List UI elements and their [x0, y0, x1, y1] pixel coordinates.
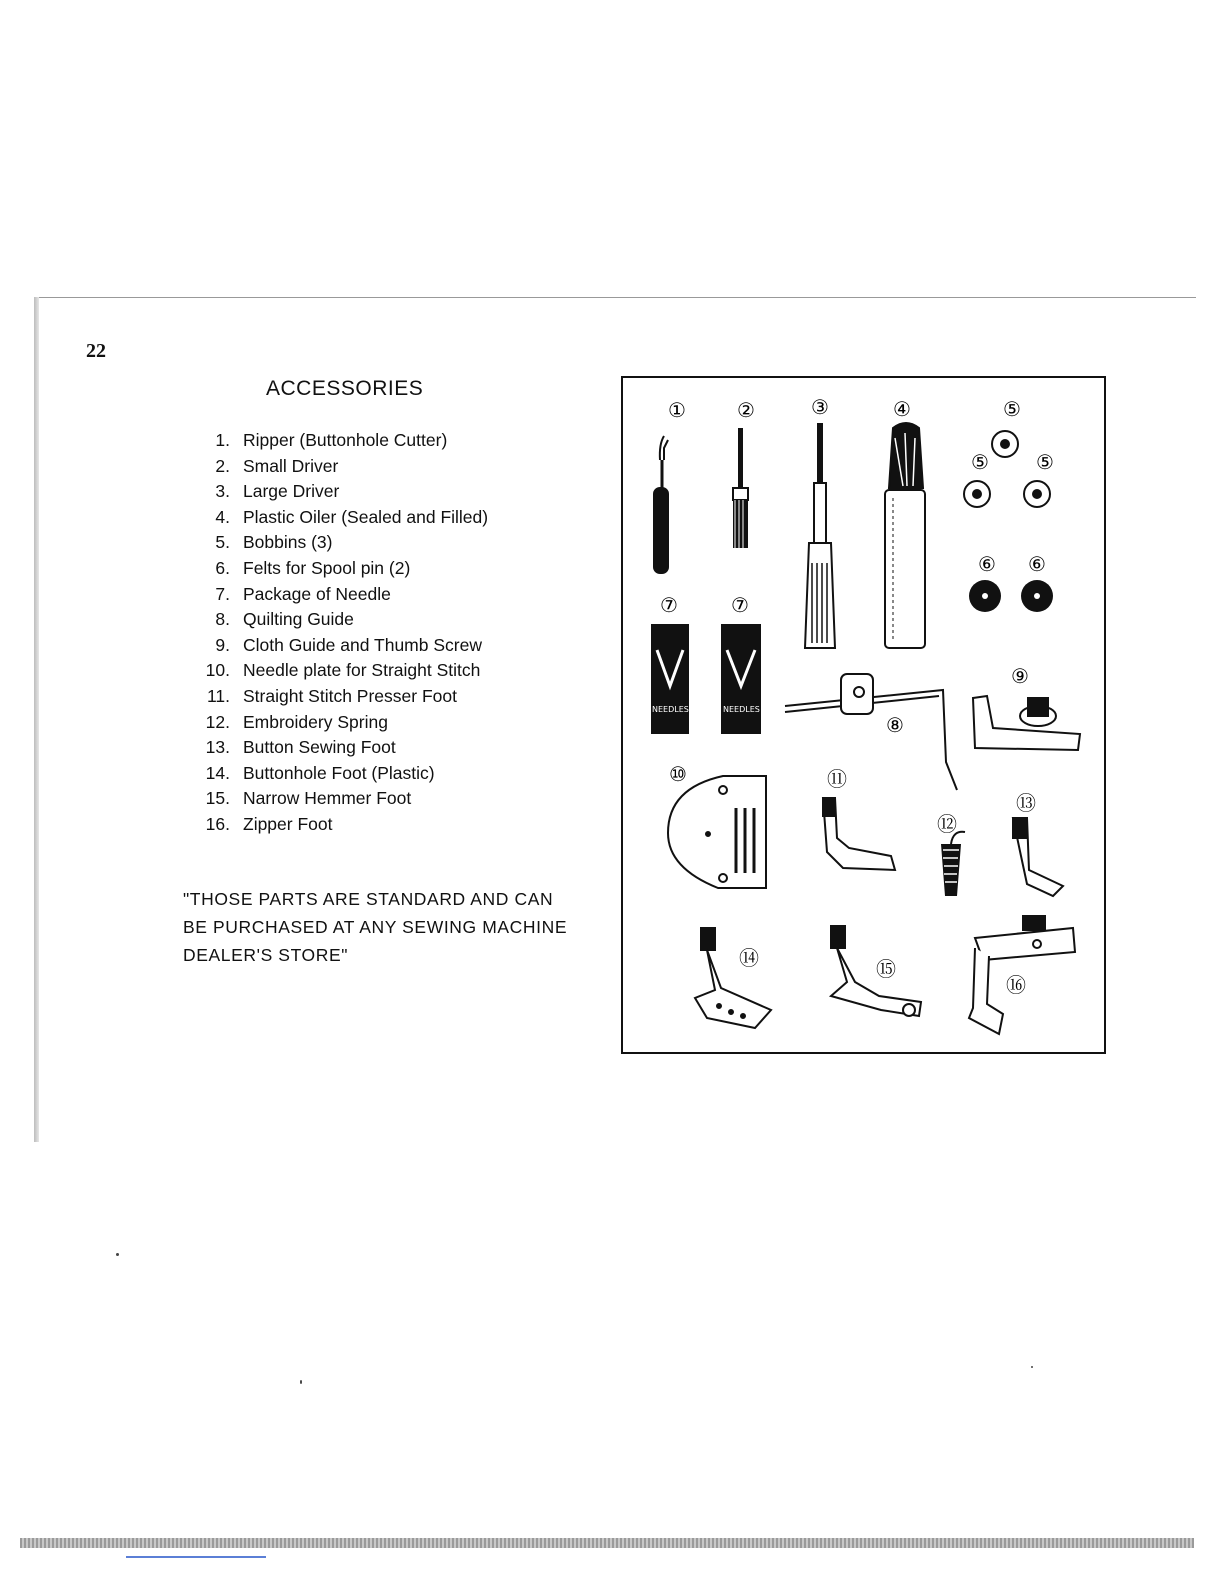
callout-7: ⑦ [731, 593, 749, 617]
section-title: ACCESSORIES [266, 377, 424, 400]
needle-pack-label: NEEDLES [652, 705, 689, 714]
standard-parts-note [183, 885, 567, 969]
item-number: 16. [205, 813, 230, 834]
item-label: Bobbins (3) [243, 532, 333, 553]
item-number: 7. [215, 583, 230, 604]
callout-2: ② [737, 398, 755, 422]
oiler-drawing [885, 423, 925, 648]
straight-stitch-foot-drawing [823, 798, 895, 870]
buttonhole-foot-drawing [695, 928, 771, 1028]
item-label: Large Driver [243, 481, 340, 502]
callout-6: ⑥ [1028, 552, 1046, 576]
callout-14: ⑭ [739, 946, 759, 970]
item-number: 5. [215, 532, 230, 553]
item-number: 2. [215, 455, 230, 476]
item-number: 3. [215, 481, 230, 502]
note-line: "THOSE PARTS ARE STANDARD AND CAN [183, 889, 554, 909]
callout-5: ⑤ [1003, 397, 1021, 421]
item-number: 9. [215, 634, 230, 655]
callout-8: ⑧ [886, 713, 904, 737]
item-label: Cloth Guide and Thumb Screw [243, 634, 482, 655]
item-number: 10. [205, 660, 230, 681]
item-number: 12. [205, 711, 230, 732]
callout-6: ⑥ [978, 552, 996, 576]
callout-16: ⑯ [1006, 973, 1026, 997]
item-label: Ripper (Buttonhole Cutter) [243, 430, 448, 450]
item-label: Package of Needle [243, 583, 391, 604]
item-label: Embroidery Spring [243, 711, 388, 732]
ripper-drawing [654, 436, 668, 573]
note-line: DEALER'S STORE" [183, 945, 349, 965]
list-item [190, 609, 488, 635]
list-item [190, 660, 488, 686]
list-item [190, 481, 488, 507]
scan-speck [1031, 1366, 1033, 1368]
item-label: Narrow Hemmer Foot [243, 788, 412, 809]
item-label: Quilting Guide [243, 609, 354, 630]
list-item [190, 456, 488, 482]
callout-7: ⑦ [660, 593, 678, 617]
list-item [190, 788, 488, 814]
list-item [190, 686, 488, 712]
list-item [190, 430, 488, 456]
accessories-drawing [623, 378, 1104, 1052]
accessories-illustration [621, 376, 1106, 1054]
page-left-edge [34, 297, 39, 1142]
list-item [190, 737, 488, 763]
item-label: Small Driver [243, 455, 339, 476]
page-top-rule [36, 297, 1196, 298]
scan-speck [116, 1253, 119, 1256]
item-number: 13. [205, 737, 230, 758]
list-item [190, 635, 488, 661]
list-item [190, 763, 488, 789]
item-label: Felts for Spool pin (2) [243, 557, 411, 578]
item-label: Plastic Oiler (Sealed and Filled) [243, 506, 489, 527]
needle-pack-label: NEEDLES [723, 705, 760, 714]
callout-11: ⑪ [827, 767, 847, 791]
item-number: 1. [215, 430, 230, 450]
callout-1: ① [668, 398, 686, 422]
scan-bottom-band [20, 1538, 1194, 1548]
list-item [190, 558, 488, 584]
list-item [190, 532, 488, 558]
item-label: Zipper Foot [243, 813, 333, 834]
item-label: Buttonhole Foot (Plastic) [243, 762, 435, 783]
list-item [190, 814, 488, 840]
callout-12: ⑫ [937, 812, 957, 836]
callout-5: ⑤ [971, 450, 989, 474]
callout-10: ⑩ [669, 762, 687, 786]
callout-15: ⑮ [876, 957, 896, 981]
bottom-underline [126, 1556, 266, 1558]
item-number: 11. [206, 685, 230, 706]
item-number: 15. [205, 788, 230, 809]
callout-5: ⑤ [1036, 450, 1054, 474]
felt-drawing [969, 580, 1053, 612]
button-sewing-foot-drawing [1013, 818, 1063, 896]
callout-9: ⑨ [1011, 664, 1029, 688]
item-label: Button Sewing Foot [243, 737, 396, 758]
item-label: Straight Stitch Presser Foot [243, 685, 457, 706]
needle-plate-drawing [668, 776, 766, 888]
large-driver-drawing [805, 423, 835, 648]
list-item [190, 712, 488, 738]
item-number: 8. [215, 609, 230, 630]
scan-speck [300, 1380, 302, 1384]
item-number: 14. [205, 762, 230, 783]
embroidery-spring-drawing [941, 832, 965, 896]
callout-3: ③ [811, 395, 829, 419]
list-item [190, 507, 488, 533]
item-label: Needle plate for Straight Stitch [243, 660, 481, 681]
callout-4: ④ [893, 397, 911, 421]
needle-pack-drawing [651, 624, 761, 734]
cloth-guide-drawing [973, 696, 1080, 750]
quilting-guide-drawing [785, 674, 957, 790]
small-driver-drawing [733, 428, 748, 548]
list-item [190, 584, 488, 610]
callout-13: ⑬ [1016, 791, 1036, 815]
page-number: 22 [86, 340, 106, 362]
item-number: 4. [215, 506, 230, 527]
accessories-list [190, 430, 488, 840]
note-line: BE PURCHASED AT ANY SEWING MACHINE [183, 917, 568, 937]
item-number: 6. [215, 557, 230, 578]
